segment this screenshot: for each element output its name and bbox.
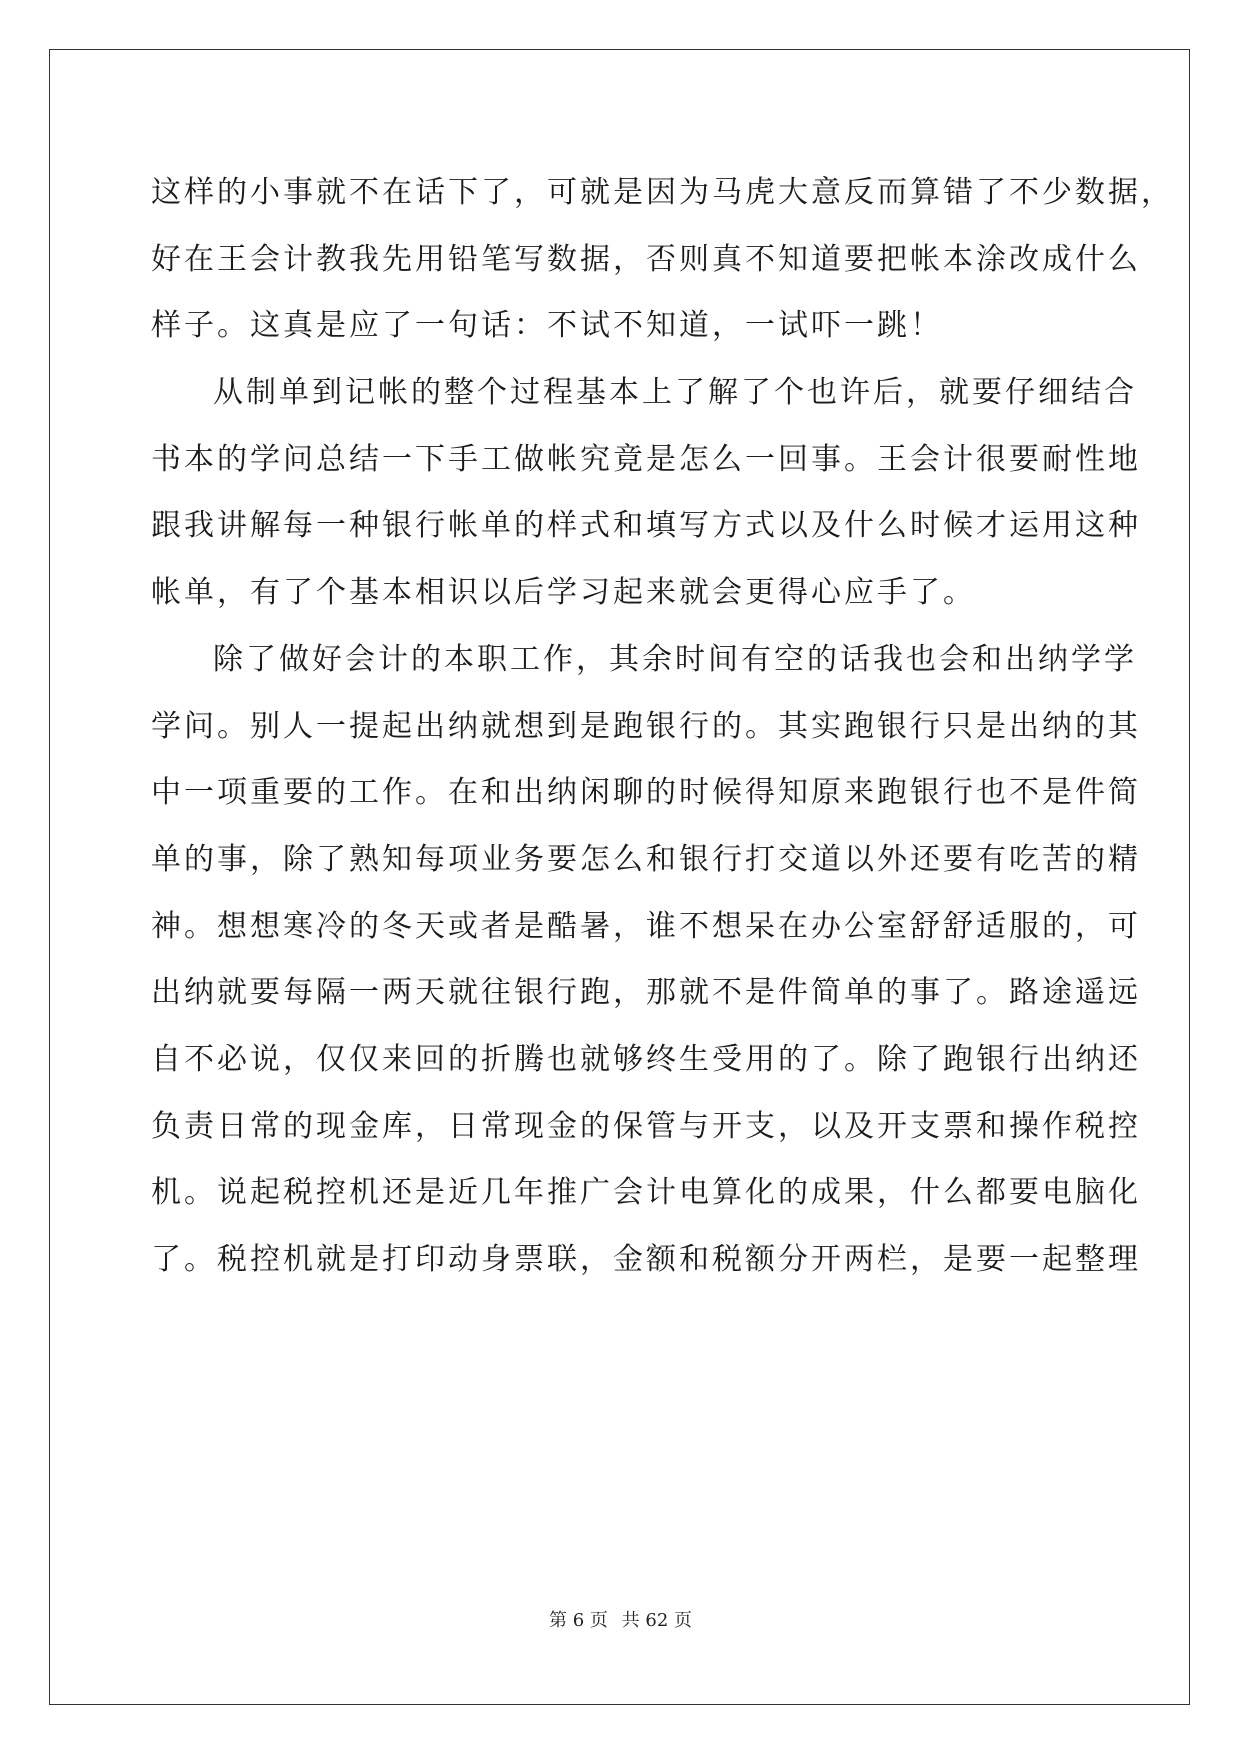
text-line: 机。说起税控机还是近几年推广会计电算化的成果，什么都要电脑化 [151,1175,1141,1211]
text-line: 帐单，有了个基本相识以后学习起来就会更得心应手了。 [151,575,976,611]
text-line: 单的事，除了熟知每项业务要怎么和银行打交道以外还要有吃苦的精 [151,841,1141,877]
text-line: 跟我讲解每一种银行帐单的样式和填写方式以及什么时候才运用这种 [151,508,1141,544]
text-line: 这样的小事就不在话下了，可就是因为马虎大意反而算错了不少数据， [151,175,1174,210]
text-line: 好在王会计教我先用铅笔写数据，否则真不知道要把帐本涂改成什么 [151,241,1141,277]
page-number: 第 6 页 [549,1610,608,1631]
text-line: 自不必说，仅仅来回的折腾也就够终生受用的了。除了跑银行出纳还 [151,1041,1141,1077]
page-footer [0,1606,1241,1632]
document-body [151,160,1174,1294]
paragraph-start-line: 除了做好会计的本职工作，其余时间有空的话我也会和出纳学学 [213,641,1137,677]
text-line: 了。税控机就是打印动身票联，金额和税额分开两栏，是要一起整理 [151,1242,1141,1277]
text-line: 出纳就要每隔一两天就往银行跑，那就不是件简单的事了。路途遥远 [151,975,1141,1011]
paragraph-start-line: 从制单到记帐的整个过程基本上了解了个也许后，就要仔细结合 [213,375,1137,411]
text-line: 样子。这真是应了一句话：不试不知道，一试吓一跳！ [151,308,943,344]
text-line: 中一项重要的工作。在和出纳闲聊的时候得知原来跑银行也不是件简 [151,775,1141,811]
text-line: 负责日常的现金库，日常现金的保管与开支，以及开支票和操作税控 [151,1108,1141,1144]
text-line: 书本的学问总结一下手工做帐究竟是怎么一回事。王会计很要耐性地 [151,441,1141,477]
total-pages: 共 62 页 [621,1610,692,1631]
text-line: 学问。别人一提起出纳就想到是跑银行的。其实跑银行只是出纳的其 [151,708,1141,744]
text-line: 神。想想寒冷的冬天或者是酷暑，谁不想呆在办公室舒舒适服的，可 [151,908,1141,944]
